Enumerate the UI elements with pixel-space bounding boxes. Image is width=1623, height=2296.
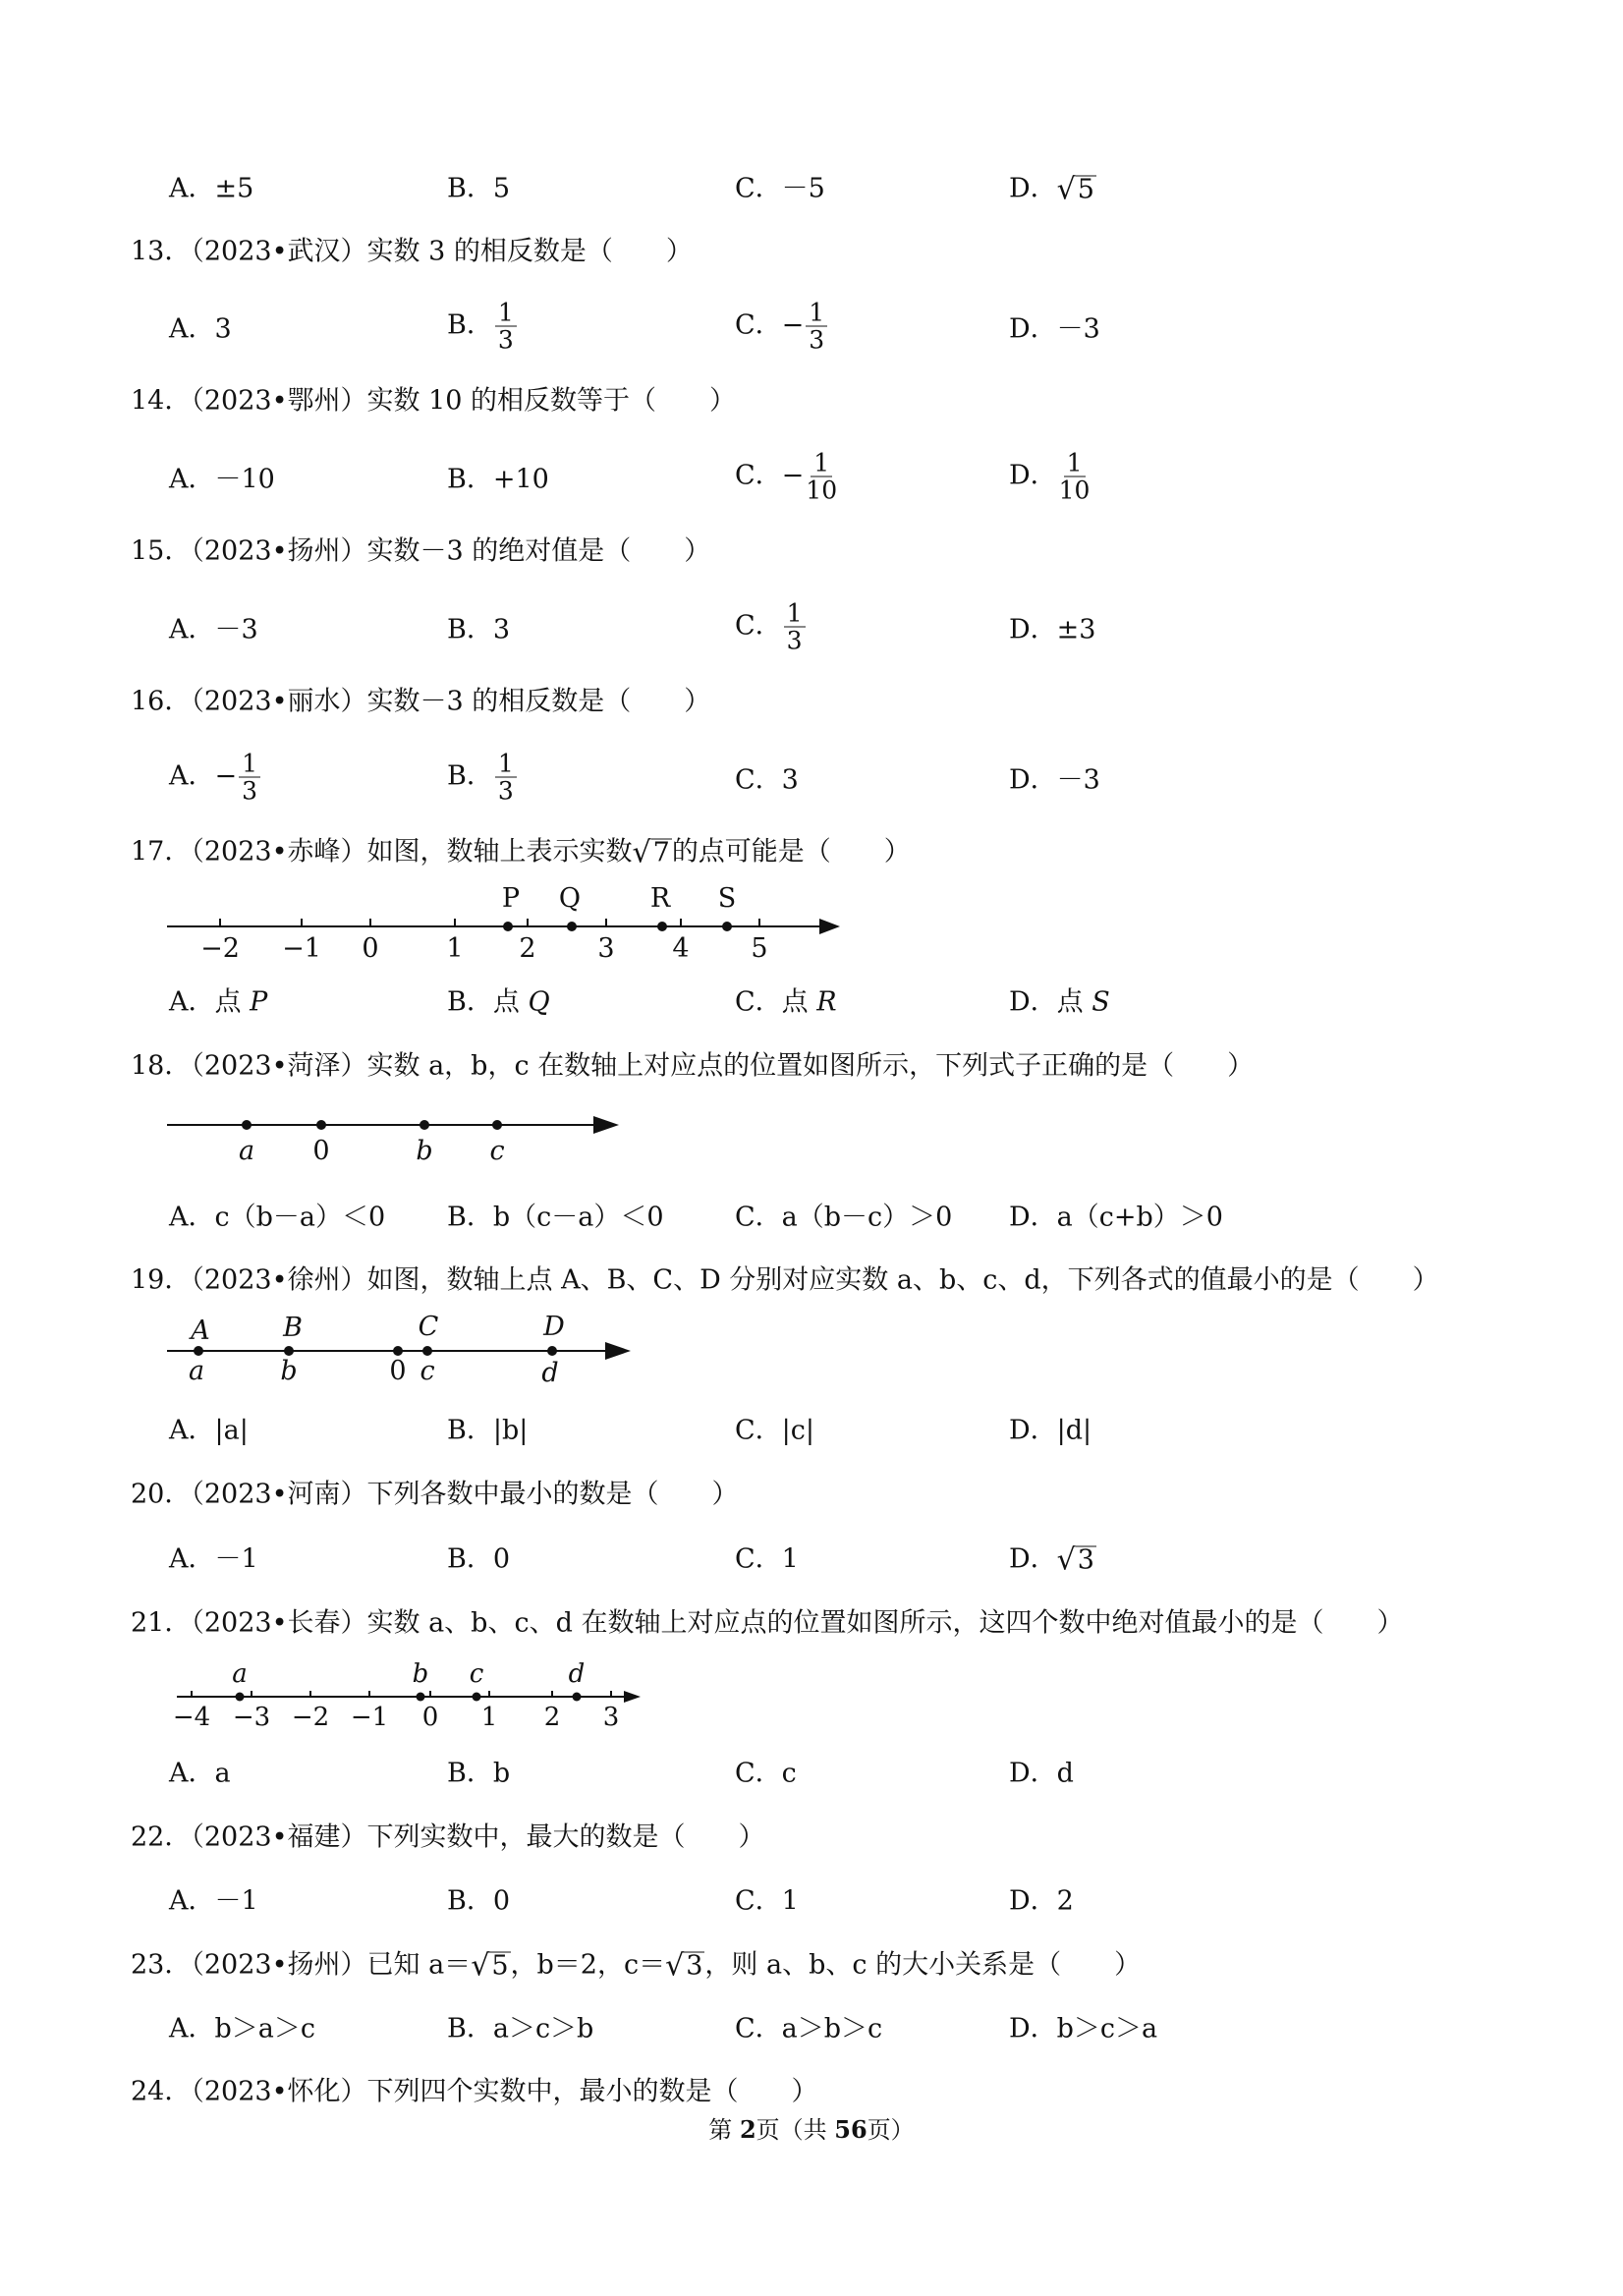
q21-point-label: b bbox=[412, 1659, 429, 1689]
q21-source: （2023•长春） bbox=[191, 1607, 367, 1639]
q21-tick-label: 3 bbox=[602, 1703, 620, 1732]
q21-tick-label: −3 bbox=[232, 1703, 271, 1732]
q17-option-c: C．点 R bbox=[735, 986, 837, 1018]
q21-point-label: d bbox=[568, 1659, 586, 1689]
q13-option-c: C．− $\frac{1}{3}$ bbox=[735, 300, 829, 354]
q22-number: 22 bbox=[131, 1821, 165, 1853]
q21-text: 实数 a、b、c、d 在数轴上对应点的位置如图所示，这四个数中绝对值最小的是（ ） bbox=[366, 1607, 1404, 1639]
q22-source: （2023•福建） bbox=[191, 1821, 367, 1853]
q23-source: （2023•扬州） bbox=[191, 1949, 367, 1981]
q20-option-d: D． √ 3 bbox=[1009, 1542, 1094, 1577]
q19-lower-label: d bbox=[541, 1358, 559, 1388]
q17-tick-label: −1 bbox=[282, 933, 321, 964]
q24-number: 24 bbox=[131, 2076, 165, 2107]
q18-point-zero bbox=[316, 1120, 326, 1130]
q13-option-d: D．－3 bbox=[1009, 313, 1100, 345]
q19-lower-label: a bbox=[188, 1356, 205, 1386]
q22-option-b: B．0 bbox=[447, 1885, 511, 1917]
q18-label: a bbox=[238, 1136, 255, 1166]
q21-tick-label: 2 bbox=[543, 1703, 561, 1732]
q17-sqrt: √ 7 bbox=[632, 835, 670, 869]
q17-point-label: S bbox=[717, 883, 737, 914]
q15-text: 实数－3 的绝对值是（ ） bbox=[366, 535, 711, 567]
q19-lower-label: b bbox=[280, 1356, 298, 1386]
q19-lower-label: c bbox=[420, 1356, 435, 1386]
q18-label: b bbox=[416, 1136, 433, 1166]
q19-upper-label: A bbox=[191, 1316, 210, 1346]
q17-number: 17 bbox=[131, 836, 165, 868]
q17-arrow bbox=[819, 919, 840, 934]
q20-option-c: C．1 bbox=[735, 1543, 799, 1575]
q19-upper-label: B bbox=[283, 1313, 303, 1343]
q14-source: （2023•鄂州） bbox=[191, 385, 367, 417]
q21-tick-label: −2 bbox=[291, 1703, 330, 1732]
q16-text: 实数－3 的相反数是（ ） bbox=[366, 686, 711, 717]
q21-option-a: A．a bbox=[169, 1758, 231, 1789]
q18-option-d: D．a（c+b）＞0 bbox=[1009, 1202, 1223, 1233]
q19-upper-label: C bbox=[418, 1312, 439, 1342]
q15-number: 15 bbox=[131, 535, 165, 567]
q17-tick-label: 0 bbox=[362, 933, 379, 964]
q16-source: （2023•丽水） bbox=[191, 686, 367, 717]
q16-option-b: B． $\frac{1}{3}$ bbox=[447, 751, 519, 805]
q16-number: 16 bbox=[131, 686, 165, 717]
q18-option-a: A．c（b－a）＜0 bbox=[169, 1202, 386, 1233]
q18-number-line bbox=[167, 1100, 629, 1169]
q21-point-c bbox=[473, 1693, 481, 1702]
q19-upper-label: D bbox=[543, 1312, 565, 1342]
q20-option-a: A．－1 bbox=[169, 1543, 258, 1575]
q18-point-c bbox=[492, 1120, 502, 1130]
q14-number: 14 bbox=[131, 385, 165, 417]
q18-number: 18 bbox=[131, 1050, 165, 1082]
q23-option-a: A．b＞a＞c bbox=[169, 2013, 316, 2044]
q21-number-line bbox=[172, 1659, 653, 1732]
q19-source: （2023•徐州） bbox=[191, 1264, 367, 1296]
q23-sqrt-a: √ 5 bbox=[471, 1948, 509, 1983]
q17-point-p bbox=[503, 922, 513, 931]
q19-text: 如图，数轴上点 A、B、C、D 分别对应实数 a、b、c、d，下列各式的值最小的是（ ） bbox=[366, 1264, 1439, 1296]
q13-text: 实数 3 的相反数是（ ） bbox=[366, 236, 693, 267]
q13-source: （2023•武汉） bbox=[191, 236, 367, 267]
q21-point-label: c bbox=[469, 1659, 484, 1689]
q22-option-d: D．2 bbox=[1009, 1885, 1074, 1917]
q23-option-d: D．b＞c＞a bbox=[1009, 2013, 1158, 2044]
q19-point-zero bbox=[393, 1346, 403, 1356]
q23-option-b: B．a＞c＞b bbox=[447, 2013, 594, 2044]
q21-option-c: C．c bbox=[735, 1758, 797, 1789]
q23-option-c: C．a＞b＞c bbox=[735, 2013, 883, 2044]
q15-option-d: D．±3 bbox=[1009, 614, 1096, 645]
q12-option-a: A．±5 bbox=[169, 173, 254, 204]
q22-option-c: C．1 bbox=[735, 1885, 799, 1917]
q21-tick-label: −4 bbox=[172, 1703, 211, 1732]
q15-option-c: C． $\frac{1}{3}$ bbox=[735, 600, 808, 654]
q22-option-a: A．－1 bbox=[169, 1885, 258, 1917]
q21-point-d bbox=[573, 1693, 582, 1702]
q17-point-q bbox=[567, 922, 577, 931]
q21-option-d: D．d bbox=[1009, 1758, 1074, 1789]
q18-source: （2023•菏泽） bbox=[191, 1050, 367, 1082]
q14-option-a: A．－10 bbox=[169, 464, 275, 495]
q19-lower-label: 0 bbox=[389, 1356, 407, 1386]
q20-option-b: B．0 bbox=[447, 1543, 511, 1575]
q17-number-line bbox=[167, 879, 855, 968]
q13-number: 13 bbox=[131, 236, 165, 267]
q17-tick-label: −2 bbox=[200, 933, 240, 964]
q19-option-b: B．|b| bbox=[447, 1415, 529, 1446]
q19-point-a bbox=[194, 1346, 203, 1356]
q14-text: 实数 10 的相反数等于（ ） bbox=[366, 385, 737, 417]
q19-arrow bbox=[605, 1342, 631, 1360]
q21-tick-label: 0 bbox=[421, 1703, 439, 1732]
q17-point-label: P bbox=[501, 883, 521, 914]
q21-point-label: a bbox=[232, 1659, 248, 1689]
q17-point-r bbox=[657, 922, 667, 931]
q19-point-c bbox=[422, 1346, 432, 1356]
q17-point-label: R bbox=[649, 883, 671, 914]
q23-number: 23 bbox=[131, 1949, 165, 1981]
q18-point-b bbox=[420, 1120, 429, 1130]
q17-tick-label: 5 bbox=[751, 933, 768, 964]
q17-option-b: B．点 Q bbox=[447, 986, 550, 1018]
q12-option-c: C．－5 bbox=[735, 173, 825, 204]
q16-option-c: C．3 bbox=[735, 764, 799, 796]
q19-number: 19 bbox=[131, 1264, 165, 1296]
q17-option-d: D．点 S bbox=[1009, 986, 1110, 1018]
q18-label: c bbox=[489, 1136, 505, 1166]
q19-number-line bbox=[167, 1312, 639, 1390]
q22-text: 下列实数中，最大的数是（ ） bbox=[366, 1821, 765, 1853]
q18-option-c: C．a（b－c）＞0 bbox=[735, 1202, 953, 1233]
page-footer: 第 2页（共 56页） bbox=[708, 2115, 915, 2144]
q12-option-d: D． √ 5 bbox=[1009, 172, 1094, 206]
q21-number: 21 bbox=[131, 1607, 165, 1639]
q17-tick-label: 2 bbox=[519, 933, 536, 964]
q21-tick-label: −1 bbox=[350, 1703, 389, 1732]
q15-option-a: A．－3 bbox=[169, 614, 258, 645]
q15-option-b: B．3 bbox=[447, 614, 511, 645]
q13-option-a: A．3 bbox=[169, 313, 232, 345]
q19-option-d: D．|d| bbox=[1009, 1415, 1092, 1446]
q21-option-b: B．b bbox=[447, 1758, 511, 1789]
q14-option-c: C．− $\frac{1}{10}$ bbox=[735, 448, 838, 505]
q20-number: 20 bbox=[131, 1479, 165, 1510]
q21-point-a bbox=[236, 1693, 245, 1702]
q20-text: 下列各数中最小的数是（ ） bbox=[366, 1479, 739, 1510]
q23-sqrt-c: √ 3 bbox=[665, 1948, 703, 1983]
q17-tick-label: 4 bbox=[672, 933, 690, 964]
q15-source: （2023•扬州） bbox=[191, 535, 367, 567]
q19-point-d bbox=[547, 1346, 557, 1356]
q21-arrow bbox=[624, 1691, 641, 1703]
q19-option-a: A．|a| bbox=[169, 1415, 249, 1446]
q19-option-c: C．|c| bbox=[735, 1415, 814, 1446]
q17-tick-label: 1 bbox=[446, 933, 464, 964]
q18-label: 0 bbox=[312, 1136, 330, 1166]
q17-source: （2023•赤峰） bbox=[191, 836, 367, 868]
q18-option-b: B．b（c－a）＜0 bbox=[447, 1202, 664, 1233]
q12-option-b: B．5 bbox=[447, 173, 511, 204]
q17-point-s bbox=[722, 922, 732, 931]
q21-point-b bbox=[417, 1693, 425, 1702]
q21-tick-label: 1 bbox=[480, 1703, 498, 1732]
q18-arrow bbox=[593, 1116, 619, 1134]
q16-option-d: D．－3 bbox=[1009, 764, 1100, 796]
q18-point-a bbox=[242, 1120, 252, 1130]
q17-tick-label: 3 bbox=[597, 933, 615, 964]
q17-option-a: A．点 P bbox=[169, 986, 268, 1018]
q14-option-b: B．+10 bbox=[447, 464, 549, 495]
q20-source: （2023•河南） bbox=[191, 1479, 367, 1510]
q18-text: 实数 a，b，c 在数轴上对应点的位置如图所示，下列式子正确的是（ ） bbox=[366, 1050, 1255, 1082]
q16-option-a: A．− $\frac{1}{3}$ bbox=[169, 751, 262, 805]
q17-point-label: Q bbox=[558, 883, 582, 914]
q24-text: 下列四个实数中，最小的数是（ ） bbox=[366, 2076, 818, 2107]
q24-source: （2023•怀化） bbox=[191, 2076, 367, 2107]
q19-point-b bbox=[284, 1346, 294, 1356]
q13-option-b: B． $\frac{1}{3}$ bbox=[447, 300, 519, 354]
current-page: 2 bbox=[739, 2115, 756, 2144]
q14-option-d: D． $\frac{1}{10}$ bbox=[1009, 448, 1091, 505]
total-pages: 56 bbox=[834, 2115, 867, 2144]
